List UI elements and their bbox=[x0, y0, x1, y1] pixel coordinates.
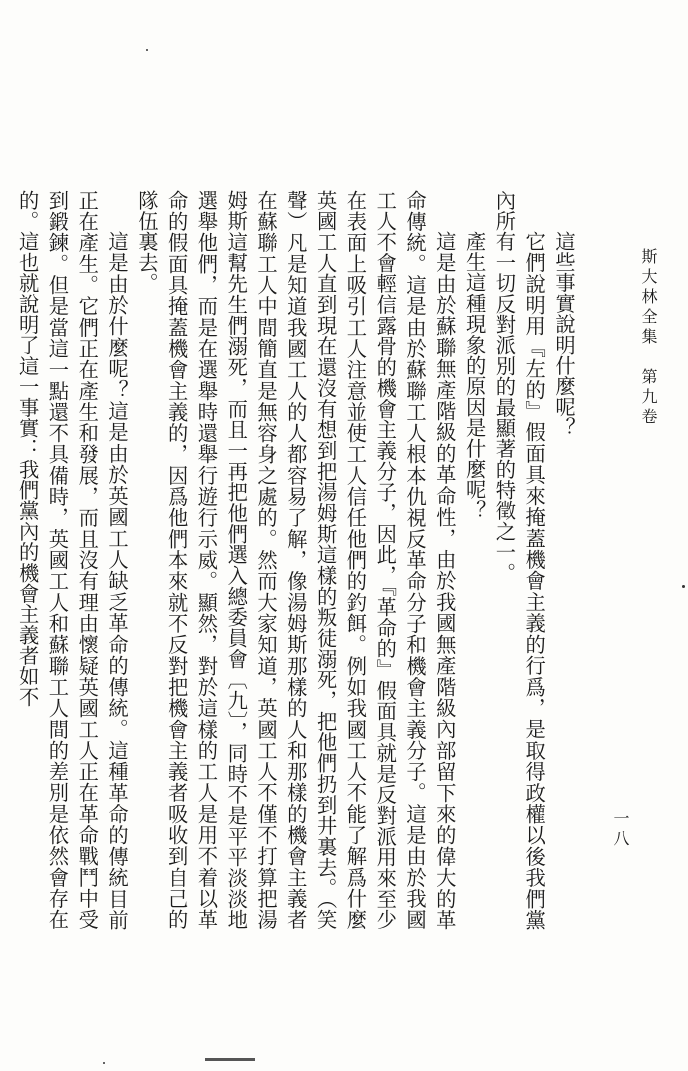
running-head-title: 斯大林全集 第九卷 bbox=[639, 248, 658, 428]
paragraph-4: 這是由於蘇聯無產階級的革命性，由於我國無產階級內部留下來的偉大的革命傳統。這是由於蘇聯工人根本仇視反革命分子和機會主義分子。這是由於我國工人不會輕信露骨的機會主義分子，因此，『革命的』假面具就是反對派用來至少在表面上吸引工人注意並使工人信任他們的釣餌。例如我國工人不能了解爲什麼英國工人直到現在還沒有想到把湯姆斯這樣的叛徒溺死，把他們扔到井裏去。（笑聲）凡是知道我國工人的人都容易了解，像湯姆斯那樣的人和那樣的機會主義者在蘇聯工人中間簡直是無容身之處的。然而大家知道，英國工人不僅不打算把湯姆斯這幫先生們溺死，而且一再把他們選入總委員會〔九〕，同時不是平平淡淡地選舉他們，而是在選舉時還舉行遊行示威。顯然，對於這樣的工人是用不着以革命的假面具掩蓋機會主義的，因爲他們本來就不反對把機會主義者吸收到自己的隊伍裏去。 bbox=[134, 190, 457, 930]
page-number: 一八 bbox=[611, 810, 630, 850]
paragraph-3: 產生這種現象的原因是什麼呢？ bbox=[462, 230, 487, 521]
body-text bbox=[12, 190, 578, 930]
scan-mark bbox=[205, 1058, 255, 1061]
paragraph-1: 這些事實說明什麼呢？ bbox=[552, 230, 576, 438]
paragraph-5: 這是由於什麼呢？這是由於英國工人缺乏革命的傳統。這種革命的傳統目前正在產生。它們正在產生和發展，而且沒有理由懷疑英國工人正在革命戰鬥中受到鍛鍊。但是當這一點還不具備時，英國工人和蘇聯工人間的差別是依然會存在的。這也就說明了這一事實：我們黨內的機會主義者如不 bbox=[15, 190, 130, 930]
scan-speck bbox=[682, 585, 685, 588]
scan-speck bbox=[103, 1062, 105, 1064]
scan-speck bbox=[146, 49, 148, 51]
paragraph-2: 它們說明用『左的』假面具來掩蓋機會主義的行爲，是取得政權以後我們黨內所有一切反對派別的最顯著的特徵之一。 bbox=[492, 190, 547, 930]
